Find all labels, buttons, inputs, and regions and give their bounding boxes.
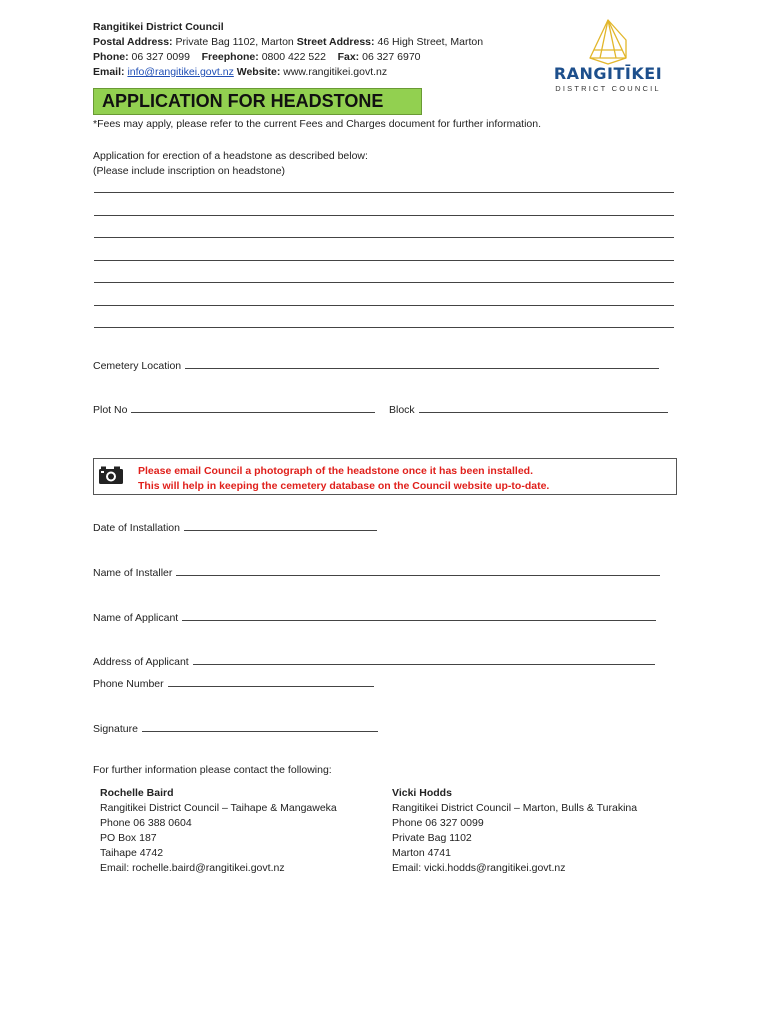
email-link[interactable]: info@rangitikei.govt.nz (127, 66, 234, 78)
notice-line-2: This will help in keeping the cemetery database on the Council website up-to-date. (138, 480, 550, 492)
inscription-line[interactable] (94, 260, 674, 261)
contact-phone: Phone 06 327 0099 (392, 817, 484, 829)
freephone-label: Freephone: (201, 51, 259, 63)
date-of-installation-field (93, 518, 377, 534)
name-of-applicant-label: Name of Applicant (93, 612, 179, 624)
contact-address-2: Taihape 4742 (100, 847, 164, 859)
inscription-line[interactable] (94, 192, 674, 193)
inscription-line[interactable] (94, 282, 674, 283)
phone-value: 06 327 0099 (131, 51, 190, 63)
postal-value: Private Bag 1102, Marton (175, 36, 294, 48)
street-value: 46 High Street, Marton (377, 36, 484, 48)
postal-label: Postal Address: (93, 36, 173, 48)
fees-note: *Fees may apply, please refer to the current Fees and Charges document for further information. (93, 118, 542, 130)
org-name: Rangitikei District Council (93, 21, 224, 33)
contact-address-1: Private Bag 1102 (392, 832, 472, 844)
address-of-applicant-field (93, 652, 655, 668)
contact-org: Rangitikei District Council – Taihape & Mangaweka (100, 802, 337, 814)
phone-number-input[interactable] (168, 686, 374, 687)
date-of-installation-label: Date of Installation (93, 522, 180, 534)
date-of-installation-input[interactable] (184, 530, 377, 531)
plot-no-field (93, 400, 375, 416)
phone-label: Phone: (93, 51, 129, 63)
phone-number-field (93, 674, 374, 690)
phone-line (93, 50, 421, 65)
inscription-line[interactable] (94, 327, 674, 328)
inscription-instruction: (Please include inscription on headstone) (93, 165, 286, 177)
inscription-line[interactable] (94, 305, 674, 306)
form-title-banner (93, 88, 422, 115)
freephone-value: 0800 422 522 (261, 51, 326, 63)
contact-name: Vicki Hodds (392, 787, 452, 799)
website-value: www.rangitikei.govt.nz (283, 66, 388, 78)
plot-no-input[interactable] (131, 412, 375, 413)
cemetery-location-label: Cemetery Location (93, 360, 182, 372)
block-input[interactable] (419, 412, 668, 413)
photo-notice-box (93, 458, 677, 495)
sail-pyramid-icon (534, 18, 682, 66)
inscription-line[interactable] (94, 215, 674, 216)
notice-line-1: Please email Council a photograph of the headstone once it has been installed. (138, 465, 533, 477)
council-logo (534, 18, 682, 98)
website-label: Website: (236, 66, 281, 78)
contact-address-2: Marton 4741 (392, 847, 451, 859)
contact-email[interactable]: Email: vicki.hodds@rangitikei.govt.nz (392, 862, 566, 874)
street-label: Street Address: (296, 36, 375, 48)
contacts-intro: For further information please contact the following: (93, 764, 332, 776)
contact-address-1: PO Box 187 (100, 832, 157, 844)
contact-name: Rochelle Baird (100, 787, 174, 799)
name-of-applicant-field (93, 608, 656, 624)
block-field (389, 400, 668, 416)
signature-label: Signature (93, 723, 138, 735)
address-line (93, 35, 483, 50)
contact-org: Rangitikei District Council – Marton, Bulls & Turakina (392, 802, 638, 814)
application-intro: Application for erection of a headstone as described below: (93, 150, 368, 162)
inscription-line[interactable] (94, 237, 674, 238)
plot-no-label: Plot No (93, 404, 128, 416)
name-of-applicant-input[interactable] (182, 620, 656, 621)
address-of-applicant-label: Address of Applicant (93, 656, 189, 668)
logo-subtitle: DISTRICT COUNCIL (555, 84, 661, 93)
contact-card-rochelle (100, 786, 337, 876)
logo-wordmark: RANGITĪKEI (553, 64, 663, 83)
name-of-installer-input[interactable] (176, 575, 660, 576)
name-of-installer-field (93, 563, 660, 579)
photo-notice-text (138, 464, 549, 494)
fax-label: Fax: (337, 51, 360, 63)
contact-line (93, 65, 387, 80)
form-title: APPLICATION FOR HEADSTONE (102, 91, 384, 111)
address-of-applicant-input[interactable] (193, 664, 655, 665)
name-of-installer-label: Name of Installer (93, 567, 173, 579)
contact-phone: Phone 06 388 0604 (100, 817, 192, 829)
cemetery-location-field (93, 356, 659, 372)
block-label: Block (389, 404, 415, 416)
contact-card-vicki (392, 786, 637, 876)
contact-email[interactable]: Email: rochelle.baird@rangitikei.govt.nz (100, 862, 285, 874)
signature-field (93, 719, 378, 735)
cemetery-location-input[interactable] (185, 368, 659, 369)
signature-input[interactable] (142, 731, 378, 732)
phone-number-label: Phone Number (93, 678, 164, 690)
camera-icon (98, 465, 124, 485)
fax-value: 06 327 6970 (362, 51, 421, 63)
email-label: Email: (93, 66, 125, 78)
